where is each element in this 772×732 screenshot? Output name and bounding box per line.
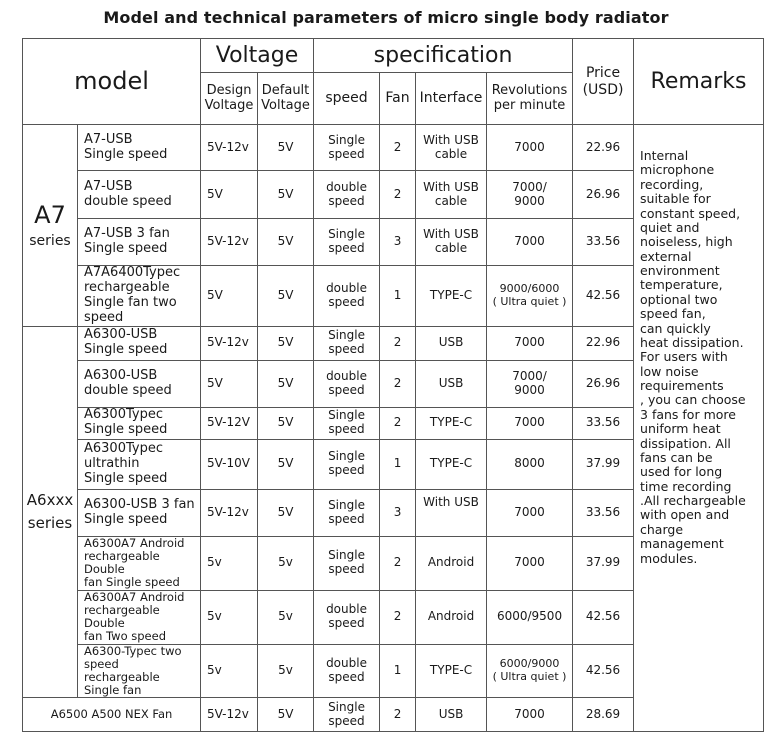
fan-cell: 2: [380, 698, 416, 732]
interface-cell: TYPE-C: [416, 266, 487, 327]
series-a6-suffix: series: [27, 514, 73, 533]
fan-cell: 3: [380, 489, 416, 536]
rpm-cell: 7000: [487, 536, 573, 590]
header-voltage: Voltage: [201, 39, 314, 73]
rpm-cell: 6000/9000 ( Ultra quiet ): [487, 644, 573, 698]
model-cell: A6300-USB double speed: [78, 360, 201, 407]
interface-cell: Android: [416, 590, 487, 644]
default-voltage-cell: 5V: [258, 360, 314, 407]
speed-cell: Single speed: [314, 219, 380, 266]
fan-cell: 1: [380, 266, 416, 327]
interface-cell: TYPE-C: [416, 439, 487, 489]
default-voltage-cell: 5v: [258, 644, 314, 698]
speed-cell: double speed: [314, 590, 380, 644]
speed-cell: double speed: [314, 360, 380, 407]
speed-cell: double speed: [314, 644, 380, 698]
header-fan: Fan: [380, 73, 416, 125]
speed-cell: Single speed: [314, 439, 380, 489]
rpm-cell: 6000/9500: [487, 590, 573, 644]
price-cell: 37.99: [573, 536, 634, 590]
remarks-cell: Internal microphone recording, suitable for constant speed, quiet and noiseless, high external environment temperature, optional two speed fan, can quickly heat dissipation. For users with low noise requirements , you can choose 3 fans for more uniform heat dissipation. All fans can be used for long time recording .All rechargeable with open and charge management modules.: [634, 125, 764, 732]
spec-table: [22, 38, 764, 732]
fan-cell: 2: [380, 125, 416, 171]
speed-cell: Single speed: [314, 489, 380, 536]
header-model: model: [23, 39, 201, 125]
model-cell: A6300A7 Android rechargeable Double fan Two speed: [78, 590, 201, 644]
price-cell: 26.96: [573, 360, 634, 407]
default-voltage-cell: 5V: [258, 489, 314, 536]
model-cell: A6300A7 Android rechargeable Double fan Single speed: [78, 536, 201, 590]
interface-cell: With USB cable: [416, 171, 487, 219]
series-a7: [23, 125, 78, 327]
speed-cell: Single speed: [314, 536, 380, 590]
design-voltage-cell: 5V: [201, 360, 258, 407]
rpm-cell: 7000: [487, 125, 573, 171]
model-cell: A6300-Typec two speed rechargeable Single fan: [78, 644, 201, 698]
fan-cell: 2: [380, 407, 416, 439]
header-interface: Interface: [416, 73, 487, 125]
interface-cell: USB: [416, 326, 487, 360]
rpm-cell: 7000: [487, 407, 573, 439]
model-cell: A6300-USB Single speed: [78, 326, 201, 360]
table-row: [23, 125, 764, 171]
design-voltage-cell: 5V-12V: [201, 407, 258, 439]
default-voltage-cell: 5V: [258, 171, 314, 219]
rpm-cell: 8000: [487, 439, 573, 489]
model-cell: A6300Typec Single speed: [78, 407, 201, 439]
interface-cell: TYPE-C: [416, 644, 487, 698]
design-voltage-cell: 5V-12v: [201, 219, 258, 266]
header-rpm: Revolutions per minute: [487, 73, 573, 125]
interface-cell: Android: [416, 536, 487, 590]
fan-cell: 2: [380, 360, 416, 407]
design-voltage-cell: 5V-12v: [201, 698, 258, 732]
rpm-cell: 7000/ 9000: [487, 171, 573, 219]
interface-cell: USB: [416, 360, 487, 407]
default-voltage-cell: 5V: [258, 407, 314, 439]
default-voltage-cell: 5v: [258, 536, 314, 590]
series-a6: [23, 326, 78, 698]
price-cell: 33.56: [573, 219, 634, 266]
fan-cell: 3: [380, 219, 416, 266]
rpm-cell: 7000: [487, 326, 573, 360]
model-cell: A7-USB double speed: [78, 171, 201, 219]
interface-cell: With USB cable: [416, 219, 487, 266]
model-cell: A6300Typec ultrathin Single speed: [78, 439, 201, 489]
price-cell: 42.56: [573, 590, 634, 644]
header-specification: specification: [314, 39, 573, 73]
fan-cell: 2: [380, 171, 416, 219]
default-voltage-cell: 5V: [258, 698, 314, 732]
default-voltage-cell: 5V: [258, 266, 314, 327]
price-cell: 37.99: [573, 439, 634, 489]
speed-cell: Single speed: [314, 407, 380, 439]
fan-cell: 2: [380, 326, 416, 360]
rpm-cell: 7000: [487, 219, 573, 266]
header-price: Price (USD): [573, 39, 634, 125]
header-default-voltage: Default Voltage: [258, 73, 314, 125]
design-voltage-cell: 5V-12v: [201, 125, 258, 171]
rpm-cell: 7000/ 9000: [487, 360, 573, 407]
default-voltage-cell: 5V: [258, 326, 314, 360]
speed-cell: Single speed: [314, 326, 380, 360]
design-voltage-cell: 5v: [201, 536, 258, 590]
price-cell: 33.56: [573, 489, 634, 536]
rpm-cell: 7000: [487, 698, 573, 732]
interface-cell: USB: [416, 698, 487, 732]
price-cell: 26.96: [573, 171, 634, 219]
design-voltage-cell: 5v: [201, 590, 258, 644]
series-a7-name: A7: [34, 200, 66, 229]
fan-cell: 1: [380, 439, 416, 489]
model-cell: A7-USB 3 fan Single speed: [78, 219, 201, 266]
speed-cell: Single speed: [314, 698, 380, 732]
interface-cell: With USB cable: [416, 125, 487, 171]
design-voltage-cell: 5V-12v: [201, 489, 258, 536]
speed-cell: double speed: [314, 266, 380, 327]
design-voltage-cell: 5V-12v: [201, 326, 258, 360]
header-speed: speed: [314, 73, 380, 125]
model-cell: A7A6400Typec rechargeable Single fan two speed: [78, 266, 201, 327]
series-a6-name: A6xxx: [26, 490, 74, 509]
default-voltage-cell: 5V: [258, 125, 314, 171]
price-cell: 28.69: [573, 698, 634, 732]
default-voltage-cell: 5V: [258, 439, 314, 489]
price-cell: 22.96: [573, 125, 634, 171]
model-cell: A7-USB Single speed: [78, 125, 201, 171]
design-voltage-cell: 5V: [201, 266, 258, 327]
design-voltage-cell: 5v: [201, 644, 258, 698]
design-voltage-cell: 5V: [201, 171, 258, 219]
fan-cell: 2: [380, 590, 416, 644]
header-design-voltage: Design Voltage: [201, 73, 258, 125]
rpm-cell: 7000: [487, 489, 573, 536]
default-voltage-cell: 5v: [258, 590, 314, 644]
interface-cell: TYPE-C: [416, 407, 487, 439]
speed-cell: double speed: [314, 171, 380, 219]
price-cell: 42.56: [573, 644, 634, 698]
price-cell: 22.96: [573, 326, 634, 360]
interface-cell: With USB: [416, 489, 487, 536]
page-title: Model and technical parameters of micro single body radiator: [103, 8, 669, 27]
series-a7-suffix: series: [29, 233, 71, 250]
speed-cell: Single speed: [314, 125, 380, 171]
price-cell: 33.56: [573, 407, 634, 439]
rpm-cell: 9000/6000 ( Ultra quiet ): [487, 266, 573, 327]
default-voltage-cell: 5V: [258, 219, 314, 266]
model-cell: A6300-USB 3 fan Single speed: [78, 489, 201, 536]
model-cell: A6500 A500 NEX Fan: [23, 698, 201, 732]
fan-cell: 2: [380, 536, 416, 590]
price-cell: 42.56: [573, 266, 634, 327]
fan-cell: 1: [380, 644, 416, 698]
design-voltage-cell: 5V-10V: [201, 439, 258, 489]
header-remarks: Remarks: [634, 39, 764, 125]
